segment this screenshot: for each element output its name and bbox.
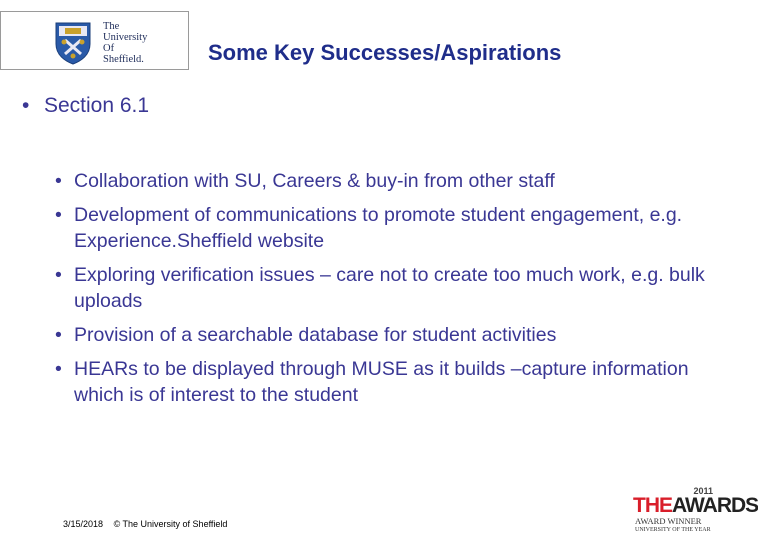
- bullet-marker: •: [55, 170, 62, 192]
- bullet-text: Provision of a searchable database for student activities: [74, 324, 557, 346]
- bullet-text: Development of communications to promote student engagement, e.g. Experience.Sheffield website: [74, 204, 683, 252]
- awards-the: THE: [633, 494, 672, 517]
- bullet-marker: •: [55, 324, 62, 346]
- bullet-item: [55, 202, 705, 254]
- footer: [63, 519, 227, 529]
- university-name: [103, 21, 147, 65]
- university-name-line: The: [103, 21, 120, 32]
- bullet-text: Exploring verification issues – care not to create too much work, e.g. bulk uploads: [74, 264, 705, 312]
- awards-year: 2011: [693, 486, 713, 496]
- bullet-marker: •: [55, 264, 62, 286]
- awards-word: AWARDS: [672, 494, 758, 517]
- bullet-text: Collaboration with SU, Careers & buy-in from other staff: [74, 170, 555, 192]
- university-logo-box: [0, 11, 189, 70]
- bullet-item: [55, 322, 705, 348]
- bullet-marker: •: [55, 204, 62, 226]
- section-heading: [22, 94, 149, 118]
- university-name-line: University: [103, 32, 148, 43]
- slide-title: Some Key Successes/Aspirations: [208, 40, 562, 65]
- university-name-line: Of: [103, 43, 115, 54]
- awards-winner: AWARD WINNER: [635, 516, 702, 526]
- section-label: Section 6.1: [44, 94, 150, 117]
- bullet-marker: •: [55, 358, 62, 380]
- section-bullet: •: [22, 94, 30, 117]
- bullet-text: HEARs to be displayed through MUSE as it builds –capture information which is of interest to the student: [74, 358, 689, 406]
- bullet-item: [55, 168, 705, 194]
- bullet-list: [55, 168, 705, 416]
- footer-copyright: © The University of Sheffield: [113, 519, 228, 529]
- university-name-line: Sheffield.: [103, 54, 144, 65]
- footer-date: 3/15/2018: [63, 519, 104, 529]
- awards-logo: [633, 494, 758, 518]
- awards-badge: [633, 486, 758, 538]
- bullet-item: [55, 356, 705, 408]
- bullet-item: [55, 262, 705, 314]
- university-crest-icon: [53, 20, 93, 65]
- awards-category: UNIVERSITY OF THE YEAR: [635, 527, 711, 533]
